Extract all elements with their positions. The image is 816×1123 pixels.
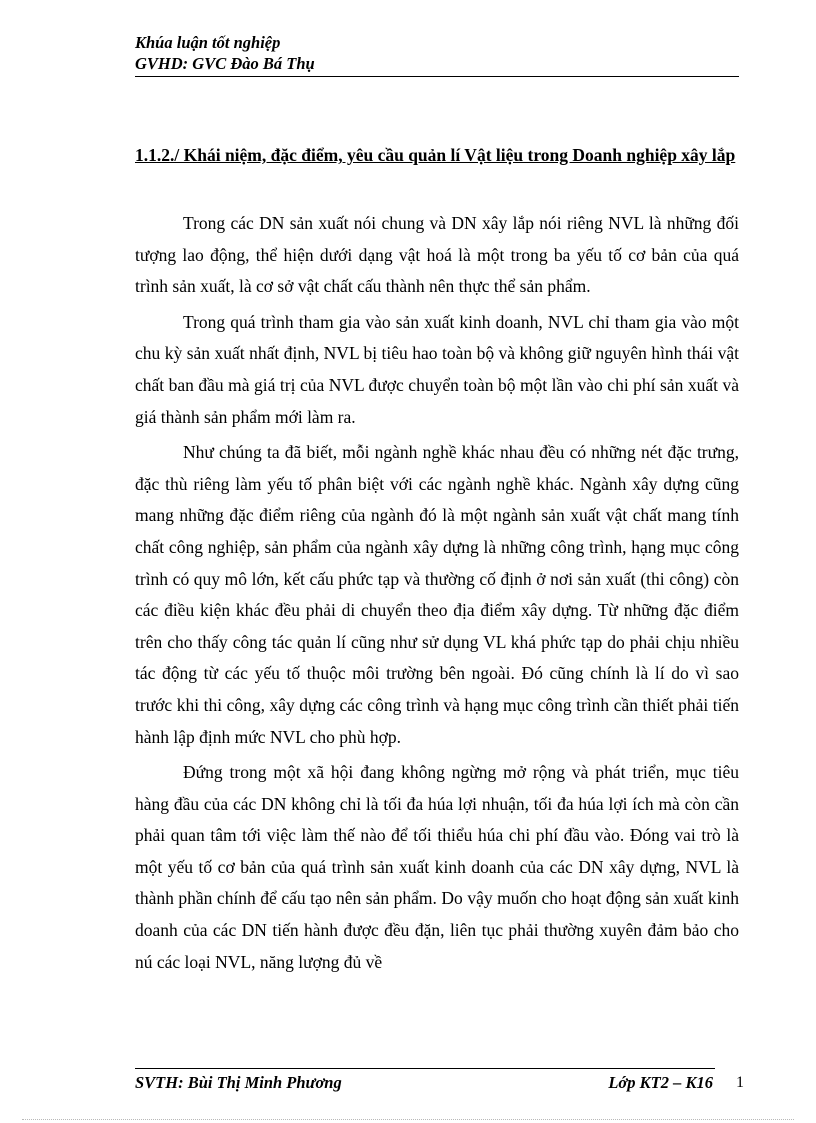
- paragraph-4: Đứng trong một xã hội đang không ngừng mở rộng và phát triển, mục tiêu hàng đầu của các DN không chỉ là tối đa húa lợi nhuận, tối đa húa lợi ích mà còn cần phải quan tâm tới việc làm thế nào để tối thiểu húa chi phí đầu vào. Đóng vai trò là một yếu tố cơ bản của quá trình sản xuất kinh doanh của các DN xây dựng, NVL là thành phần chính để cấu tạo nên sản phẩm. Do vậy muốn cho hoạt động sản xuất kinh doanh của các DN tiến hành được đều đặn, liên tục phải thường xuyên đảm bảo cho nú các loại NVL, năng lượng đủ về: [135, 762, 739, 972]
- body-text: [135, 208, 739, 982]
- footer-divider: [135, 1068, 715, 1069]
- page-edge: [22, 1119, 794, 1120]
- class-label: Lớp KT2 – K16: [608, 1073, 713, 1092]
- paragraph-2: Trong quá trình tham gia vào sản xuất kinh doanh, NVL chỉ tham gia vào một chu kỳ sản xuất nhất định, NVL bị tiêu hao toàn bộ và không giữ nguyên hình thái vật chất ban đầu mà giá trị của NVL được chuyển toàn bộ một lần vào chi phí sản xuất và giá thành sản phẩm mới làm ra.: [135, 311, 739, 427]
- page-number: 1: [736, 1074, 744, 1091]
- paragraph-1: Trong các DN sản xuất nói chung và DN xây lắp nói riêng NVL là những đối tượng lao động, thể hiện dưới dạng vật hoá là một trong ba yếu tố cơ bản của quá trình sản xuất, là cơ sở vật chất cấu thành nên thực thể sản phẩm.: [135, 213, 739, 297]
- header-divider: [135, 76, 739, 77]
- section-heading: 1.1.2./ Khái niệm, đặc điểm, yêu cầu quản lí Vật liệu trong Doanh nghiệp xây lắp: [135, 145, 736, 165]
- student-name: SVTH: Bùi Thị Minh Phương: [135, 1073, 342, 1092]
- thesis-label: Khúa luận tốt nghiệp: [135, 33, 281, 52]
- page-header: [135, 32, 739, 74]
- supervisor-label: GVHD: GVC Đào Bá Thụ: [135, 54, 315, 73]
- paragraph-3: Như chúng ta đã biết, mỗi ngành nghề khác nhau đều có những nét đặc trưng, đặc thù riêng làm yếu tố phân biệt với các ngành nghề khác. Ngành xây dựng cũng mang những đặc điểm riêng của ngành đó là một ngành sản xuất vật chất mang tính chất công nghiệp, sản phẩm của ngành xây dựng là những công trình, hạng mục công trình có quy mô lớn, kết cấu phức tạp và thường cố định ở nơi sản xuất (thi công) còn các điều kiện khác đều phải di chuyển theo địa điểm xây dựng. Từ những đặc điểm trên cho thấy công tác quản lí cũng như sử dụng VL khá phức tạp do phải chịu nhiều tác động từ các yếu tố thuộc môi trường bên ngoài. Đó cũng chính là lí do vì sao trước khi thi công, xây dựng các công trình và hạng mục công trình cần thiết phải tiến hành lập định mức NVL cho phù hợp.: [135, 442, 739, 747]
